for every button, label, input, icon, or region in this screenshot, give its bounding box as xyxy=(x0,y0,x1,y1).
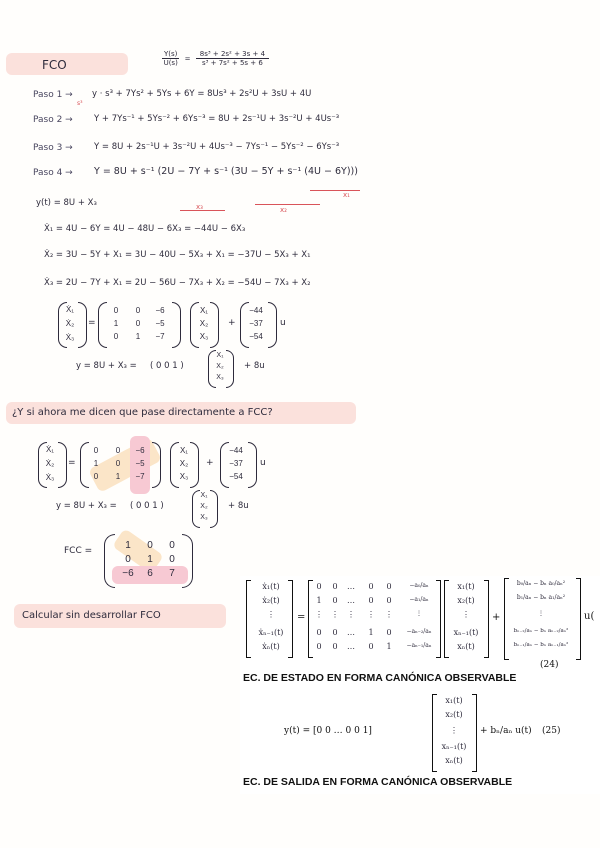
ref-y-4: xₙ(t) xyxy=(445,756,463,765)
lhs-x3: Ẋ₃ xyxy=(65,333,75,342)
A2-2-2: −7 xyxy=(135,472,145,481)
lhs2-x3: Ẋ₃ xyxy=(45,473,55,482)
ref-A-cell: 0 xyxy=(332,582,338,591)
fcc-2-1: 6 xyxy=(147,568,153,579)
output-eq-lhs: y = 8U + X₃ = xyxy=(76,361,137,371)
A1-1-0: 1 xyxy=(113,319,119,328)
x1-state: X₁ xyxy=(199,306,209,315)
ref-y-1: x₂(t) xyxy=(445,710,463,719)
A2-1-1: 0 xyxy=(115,459,121,468)
step-2-eq: Y + 7Ys⁻¹ + 5Ys⁻² + 6Ys⁻³ = 8U + 2s⁻¹U + 3s⁻²U + 4Us⁻³ xyxy=(94,114,340,124)
ref-A-cell: 0 xyxy=(332,596,338,605)
output-C-2: ( 0 0 1 ) xyxy=(130,501,164,511)
ref-xdot-1: ẋ₂(t) xyxy=(262,596,280,605)
ref-A-cell: −aₙ₋₂/aₙ xyxy=(406,628,432,635)
tf-num: 8s³ + 2s² + 3s + 4 xyxy=(196,50,269,59)
ref-A-cell: 0 xyxy=(316,582,322,591)
out2-x1: X₁ xyxy=(200,492,208,499)
A2-1-2: −5 xyxy=(135,459,145,468)
B1-2: −54 xyxy=(249,332,263,341)
fcc-label: FCC = xyxy=(64,546,93,556)
ref-A-cell: ⋮ xyxy=(367,610,375,619)
fcc-2-2: 7 xyxy=(169,568,175,579)
ref-A-cell: 1 xyxy=(386,642,392,651)
ref-B-4: bₙ₋₁/aₙ − bₙ aₙ₋₁/aₙ² xyxy=(513,642,569,648)
x2-state: X₂ xyxy=(199,319,209,328)
lhs2-x2: Ẋ₂ xyxy=(45,459,55,468)
fcc-0-1: 0 xyxy=(147,540,153,551)
ref-x-2: ⋮ xyxy=(462,610,470,619)
ref-A-cell: −a₀/aₙ xyxy=(409,582,429,589)
out2-x2: X₂ xyxy=(200,503,208,510)
ref-A-cell: 0 xyxy=(316,642,322,651)
question-text: ¿Y si ahora me dicen que pase directamente a FCC? xyxy=(12,407,273,418)
ref-A-cell: ⋮ xyxy=(331,610,339,619)
ref-xdot-0: ẋ₁(t) xyxy=(262,582,280,591)
ref-y-3: xₙ₋₁(t) xyxy=(441,742,467,751)
x2-state-2: X₂ xyxy=(179,459,189,468)
x2-equation: Ẋ₂ = 3U − 5Y + X₁ = 3U − 40U − 5X₃ + X₁ = −37U − 5X₃ + X₁ xyxy=(44,250,311,260)
step-2-label: Paso 2 → xyxy=(33,115,73,125)
output-eq-title: EC. DE SALIDA EN FORMA CANÓNICA OBSERVABLE xyxy=(243,776,513,788)
ref-y-tail: + bₙ/aₙ u(t) xyxy=(480,726,532,736)
step-3-eq: Y = 8U + 2s⁻¹U + 3s⁻²U + 4Us⁻³ − 7Ys⁻¹ − 5Ys⁻² − 6Ys⁻³ xyxy=(94,142,340,152)
A1-2-2: −7 xyxy=(155,332,165,341)
x3-state-2: X₃ xyxy=(179,472,189,481)
ref-B-2: ⋮ xyxy=(538,610,544,617)
title-highlight xyxy=(6,53,128,75)
A2-0-2: −6 xyxy=(135,446,145,455)
step-4-eq: Y = 8U + s⁻¹ (2U − 7Y + s⁻¹ (3U − 5Y + s⁻¹ (4U − 6Y))) xyxy=(94,166,358,177)
ref-A-cell: ⋮ xyxy=(385,610,393,619)
A1-2-1: 1 xyxy=(135,332,141,341)
u-input: u xyxy=(280,318,286,328)
B2-1: −37 xyxy=(229,459,243,468)
A1-1-2: −5 xyxy=(155,319,165,328)
fcc-1-0: 0 xyxy=(125,554,131,565)
output-C: ( 0 0 1 ) xyxy=(150,361,184,371)
ref-A-matrix xyxy=(312,580,438,656)
ref-x-4: xₙ(t) xyxy=(457,642,475,651)
fcc-2-0: −6 xyxy=(122,568,134,579)
ref-x-1: x₂(t) xyxy=(457,596,475,605)
step-3-label: Paso 3 → xyxy=(33,143,73,153)
x3-state: X₃ xyxy=(199,332,209,341)
ref-A-cell: −aₙ₋₁/aₙ xyxy=(406,642,432,649)
fcc-0-2: 0 xyxy=(169,540,175,551)
ref-A-cell: 0 xyxy=(368,642,374,651)
ref-A-cell: 0 xyxy=(332,642,338,651)
tf-den: s³ + 7s² + 5s + 6 xyxy=(201,59,263,67)
ref-B-0: b₀/aₙ − bₙ a₀/aₙ² xyxy=(516,580,566,587)
out-x3: X₃ xyxy=(216,374,224,381)
ref-A-cell: 0 xyxy=(332,628,338,637)
B1-1: −37 xyxy=(249,319,263,328)
x1-equation: Ẋ₁ = 4U − 6Y = 4U − 48U − 6X₃ = −44U − 6X₃ xyxy=(44,224,246,234)
A2-0-0: 0 xyxy=(93,446,99,455)
ref-A-cell: 1 xyxy=(316,596,322,605)
ref-x-0: x₁(t) xyxy=(457,582,475,591)
out-x1: X₁ xyxy=(216,352,224,359)
ref-A-cell: ⋮ xyxy=(416,610,422,617)
ref-B-1: b₁/aₙ − bₙ a₁/aₙ² xyxy=(516,594,566,601)
ref-A-cell: … xyxy=(347,628,355,637)
ref-y-2: ⋮ xyxy=(450,726,458,735)
output-eq-lhs-2: y = 8U + X₃ = xyxy=(56,501,117,511)
ref-A-cell: 0 xyxy=(386,582,392,591)
ref-xdot-4: ẋₙ(t) xyxy=(262,642,280,651)
eq25-number: (25) xyxy=(542,726,561,736)
ref-A-cell: 0 xyxy=(386,596,392,605)
ref-B-3: bₙ₋₂/aₙ − bₙ aₙ₋₂/aₙ² xyxy=(513,628,569,634)
brace-x2-label: x₂ xyxy=(280,206,287,214)
x3-equation: Ẋ₃ = 2U − 7Y + X₁ = 2U − 56U − 7X₃ + X₂ = −54U − 7X₃ + X₂ xyxy=(44,278,311,288)
A2-2-1: 1 xyxy=(115,472,121,481)
brace-x1 xyxy=(310,190,360,191)
A1-0-2: −6 xyxy=(155,306,165,315)
eq24-number: (24) xyxy=(540,660,559,670)
ref-A-cell: … xyxy=(347,642,355,651)
ref-y-0: x₁(t) xyxy=(445,696,463,705)
A1-1-1: 0 xyxy=(135,319,141,328)
brace-x1-label: x₁ xyxy=(343,191,350,199)
page-title: FCO xyxy=(42,58,67,72)
brace-x2 xyxy=(255,204,320,205)
calc-label: Calcular sin desarrollar FCO xyxy=(22,610,161,621)
fcc-1-1: 1 xyxy=(147,554,153,565)
out-x2: X₂ xyxy=(216,363,224,370)
ref-A-cell: 0 xyxy=(368,582,374,591)
x1-state-2: X₁ xyxy=(179,446,189,455)
A2-0-1: 0 xyxy=(115,446,121,455)
ref-A-cell: 1 xyxy=(368,628,374,637)
ref-A-cell: … xyxy=(347,596,355,605)
A1-2-0: 0 xyxy=(113,332,119,341)
step-1-label: Paso 1 → xyxy=(33,90,73,100)
ref-A-cell: −a₁/aₙ xyxy=(409,596,429,603)
ref-A-cell: ⋮ xyxy=(347,610,355,619)
fcc-1-2: 0 xyxy=(169,554,175,565)
B1-0: −44 xyxy=(249,306,263,315)
lhs2-x1: Ẋ₁ xyxy=(45,445,55,454)
output-tail: + 8u xyxy=(244,361,265,371)
step-4-label: Paso 4 → xyxy=(33,168,73,178)
u-input-2: u xyxy=(260,458,266,468)
ref-A-cell: ⋮ xyxy=(315,610,323,619)
out2-x3: X₃ xyxy=(200,514,208,521)
A2-2-0: 0 xyxy=(93,472,99,481)
lhs-x1: Ẋ₁ xyxy=(65,305,75,314)
ref-xdot-2: ⋮ xyxy=(267,610,275,619)
ref-A-cell: 0 xyxy=(316,628,322,637)
output-tail-2: + 8u xyxy=(228,501,249,511)
fcc-0-0: 1 xyxy=(125,540,131,551)
B2-0: −44 xyxy=(229,446,243,455)
ref-x-3: xₙ₋₁(t) xyxy=(453,628,479,637)
A2-1-0: 1 xyxy=(93,459,99,468)
tf-lhs-num: Y(s) xyxy=(164,50,178,58)
y-equation: y(t) = 8U + X₃ xyxy=(36,198,97,208)
ref-y-lhs: y(t) = [0 0 … 0 0 1] xyxy=(284,726,372,736)
lhs-x2: Ẋ₂ xyxy=(65,319,75,328)
ref-u-tail: u( xyxy=(584,611,595,622)
step-1-annotation: s³ xyxy=(77,100,83,107)
brace-x3-label: x₃ xyxy=(196,203,203,211)
B2-2: −54 xyxy=(229,472,243,481)
A1-0-1: 0 xyxy=(135,306,141,315)
ref-A-cell: 0 xyxy=(368,596,374,605)
step-1-eq: y · s³ + 7Ys² + 5Ys + 6Y = 8Us³ + 2s²U + 3sU + 4U xyxy=(92,89,312,99)
state-eq-title: EC. DE ESTADO EN FORMA CANÓNICA OBSERVABLE xyxy=(243,672,517,684)
transfer-function: $\frac{Y(s)}{U(s)}$ = $\frac{\text{8s³ + 2s² + 3s + 4}}{\text{s³ + 7s² + 5s + 6}}$ xyxy=(162,50,269,67)
A1-0-0: 0 xyxy=(113,306,119,315)
ref-xdot-3: ẋₙ₋₁(t) xyxy=(258,628,284,637)
ref-A-cell: … xyxy=(347,582,355,591)
tf-lhs-den: U(s) xyxy=(163,59,178,67)
ref-A-cell: 0 xyxy=(386,628,392,637)
